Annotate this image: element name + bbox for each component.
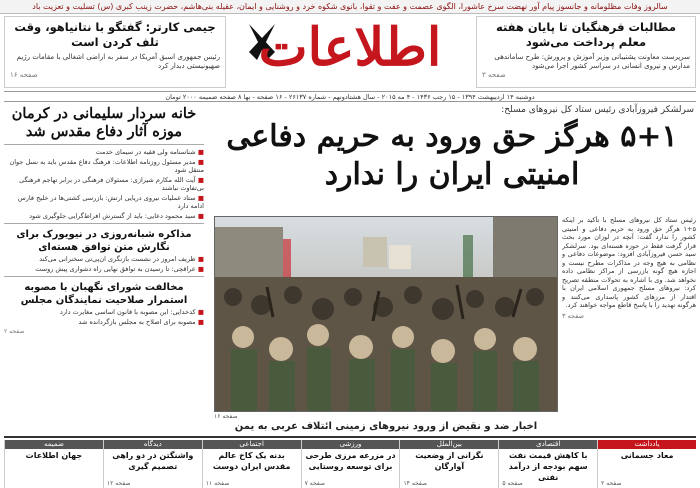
bullet-item[interactable] bbox=[4, 265, 204, 274]
teaser-page-ref: صفحه ۳ bbox=[482, 71, 506, 79]
tile-headline: جهان اطلاعات bbox=[25, 451, 83, 460]
issue-date-bar: دوشنبه ۱۴ اردیبهشت ۱۳۹۴ - ۱۵ رجب ۱۴۳۶ - ۴ مه ۲۰۱۵ - سال هشتادونهم - شماره ۲۶۱۳۷ - ۱۶ صفحه - بها ۸ صفحه ضمیمه ۲۰۰۰ تومان bbox=[4, 91, 696, 102]
bullet-list bbox=[4, 255, 204, 273]
bottom-teasers bbox=[4, 436, 696, 486]
bullet-item[interactable] bbox=[4, 318, 204, 327]
top-announcement-strip: سالروز وفات مظلومانه و جانسوز پیام آور نهضت سرخ عاشورا، الگوی عصمت و عفت و تقوا، بانوی شکوه خرد و روشنایی و ایمان، عقیله بنی‌هاشم، حضرت زینب کبری (س) تسلیت و تعزیت باد bbox=[0, 0, 700, 14]
bullet-item[interactable] bbox=[4, 308, 204, 317]
divider bbox=[4, 223, 204, 224]
bullet-list bbox=[4, 308, 204, 326]
bullet-text: آیت الله مکارم شیرازی: مسئولان فرهنگی در برابر تهاجم فرهنگی بی‌تفاوت نباشند bbox=[19, 175, 204, 192]
main-headline[interactable] bbox=[210, 118, 694, 194]
bullet-square-icon: ■ bbox=[195, 255, 204, 263]
main-story-body bbox=[562, 216, 696, 432]
top-right-teaser[interactable] bbox=[476, 16, 696, 88]
tile-headline: واشنگتن در دو راهی تصمیم گیری bbox=[112, 451, 194, 471]
main-photo[interactable] bbox=[214, 216, 558, 412]
tile-page-ref: صفحه ۱۲ bbox=[106, 480, 131, 487]
bottom-teaser-tile[interactable] bbox=[399, 440, 498, 488]
bottom-teaser-tile[interactable] bbox=[103, 440, 202, 488]
bottom-teaser-tile[interactable] bbox=[301, 440, 400, 488]
guardian-council-headline[interactable]: مخالفت شورای نگهبان با مصوبه استمرار صلاحیت نمایندگان مجلس bbox=[20, 282, 188, 306]
teaser-body: رئیس جمهوری اسبق آمریکا در سفر به اراضی اشغالی با مقامات رژیم صهیونیستی دیدار کرد bbox=[16, 53, 220, 70]
bullet-text: شناسنامه ولی فقیه در سیمای خدمت bbox=[95, 148, 196, 156]
bullet-list bbox=[4, 148, 204, 220]
teaser-headline: مطالبات فرهنگیان تا پایان هفته معلم پرداخت می‌شود bbox=[495, 20, 677, 49]
tile-section-label: بین‌الملل bbox=[400, 440, 498, 449]
bullet-item[interactable] bbox=[4, 158, 204, 175]
bullet-square-icon: ■ bbox=[195, 175, 204, 184]
tile-section-label: ورزشی bbox=[302, 440, 400, 449]
main-headline-line-2: امنیتی ایران را ندارد bbox=[324, 157, 580, 192]
story-page-ref: صفحه ۳ bbox=[562, 311, 585, 320]
bottom-teaser-tile[interactable] bbox=[4, 440, 103, 488]
tile-headline: نگرانی از وضعیت آوارگان bbox=[415, 451, 484, 471]
tile-headline: بدنه یک کاخ عالم مقدس ایران دوست bbox=[212, 451, 291, 471]
bullet-square-icon: ■ bbox=[195, 211, 204, 220]
tile-section-label: یادداشت bbox=[598, 440, 696, 449]
divider bbox=[4, 144, 204, 145]
tile-section-label: دیدگاه bbox=[104, 440, 202, 449]
teaser-page-ref: صفحه ۱۶ bbox=[10, 71, 38, 79]
tile-section-label: اجتماعی bbox=[203, 440, 301, 449]
main-headline-line-1: ۵+۱ هرگز حق ورود به حریم دفاعی bbox=[226, 119, 678, 154]
bullet-item[interactable] bbox=[4, 148, 204, 157]
bullet-square-icon: ■ bbox=[195, 193, 204, 202]
bullet-text: ظریف امروز در نشست بازنگری ان‌پی‌تی سخنرانی می‌کند bbox=[39, 255, 196, 263]
story-text: رئیس ستاد کل نیروهای مسلح با تأکید بر اینکه ۵+۱ هرگز حق ورود به حریم دفاعی و امنیتی کشور را ندارد گفت: آنچه در لوزان مورد بحث قرار گرفت فقط در حوزه هسته‌ای بود. سرلشکر سید حسن فیروزآبادی افزود: موضوعات دفاعی و نظامی به هیچ وجه در مذاکرات مطرح نیست و اجازه هیچ گونه بازرسی از مراکز نظامی داده نخواهد شد. وی با اشاره به تحولات منطقه تصریح کرد: نیروهای مسلح جمهوری اسلامی ایران با اقتدار از مرزهای کشور پاسداری می‌کنند و هرگونه تهدید را با پاسخ قاطع مواجه خواهند کرد. bbox=[562, 216, 696, 309]
tile-page-ref: صفحه ۵ bbox=[502, 480, 523, 487]
bottom-teaser-tile[interactable] bbox=[202, 440, 301, 488]
bottom-teaser-tile[interactable] bbox=[498, 440, 597, 488]
teaser-headline: جیمی کارتر: گفتگو با نتانیاهو، وقت تلف کردن است bbox=[14, 20, 216, 49]
tile-headline: با کاهش قیمت نفت سهم بودجه از درآمد نفتی bbox=[508, 451, 588, 482]
bullet-item[interactable] bbox=[4, 212, 204, 221]
bullet-square-icon: ■ bbox=[195, 308, 204, 316]
bullet-text: مدیر مسئول روزنامه اطلاعات: فرهنگ دفاع مقدس باید به نسل جوان منتقل شود bbox=[9, 157, 204, 174]
bullet-text: عراقچی: تا رسیدن به توافق نهایی راه دشواری پیش روست bbox=[35, 264, 196, 273]
teaser-body: سرپرست معاونت پشتیبانی وزیر آموزش و پرورش: طرح ساماندهی مدارس و نیروی انسانی در سراسر کشور اجرا می‌شود bbox=[494, 53, 690, 70]
bullet-item[interactable] bbox=[4, 194, 204, 211]
tile-section-label: ضمیمه bbox=[5, 440, 103, 449]
masthead bbox=[235, 14, 465, 92]
tile-section-label: اقتصادی bbox=[499, 440, 597, 449]
photo-page-ref: صفحه ۱۶ bbox=[214, 413, 238, 420]
top-left-teaser[interactable] bbox=[4, 16, 226, 88]
tile-headline: در مزرعه مرزی طرحی برای توسعه روستایی bbox=[305, 451, 396, 471]
divider bbox=[4, 276, 204, 277]
bullet-text: مصوبه برای اصلاح به مجلس بازگردانده شد bbox=[78, 317, 196, 326]
bullet-item[interactable] bbox=[4, 255, 204, 264]
photo-headline[interactable]: اخبار ضد و نقیض از ورود نیروهای زمینی ائتلاف عربی به یمن bbox=[234, 421, 538, 432]
bullet-square-icon: ■ bbox=[195, 157, 204, 166]
tile-headline: معاد جسمانی bbox=[620, 451, 674, 460]
left-news-column bbox=[4, 105, 204, 433]
tile-page-ref: صفحه ۱۴ bbox=[403, 480, 428, 487]
tile-page-ref: صفحه ۲ bbox=[601, 480, 622, 487]
bullet-text: ستاد عملیات نیروی دریایی ارتش: بازرسی کشتی‌ها در خلیج فارس ادامه دارد bbox=[17, 193, 204, 210]
column-page-ref: صفحه ۲ bbox=[4, 328, 25, 335]
kerman-headline[interactable]: خانه سردار سلیمانی در کرمان موزه آثار دفاع مقدس شد bbox=[11, 105, 197, 140]
bullet-square-icon: ■ bbox=[195, 148, 204, 156]
nuclear-talks-headline[interactable]: مذاکره شبانه‌روزی در نیویورک برای نگارش متن توافق هسته‌ای bbox=[16, 229, 192, 253]
bullet-text: کدخدایی: این مصوبه با قانون اساسی مغایرت دارد bbox=[59, 308, 196, 316]
bullet-text: سید محمود دعایی: باید از گسترش افراط‌گرایی جلوگیری شود bbox=[29, 211, 196, 220]
bullet-item[interactable] bbox=[4, 176, 204, 193]
bottom-teaser-tile[interactable] bbox=[597, 440, 696, 488]
bullet-square-icon: ■ bbox=[195, 264, 204, 273]
tile-page-ref: صفحه ۱۱ bbox=[205, 480, 230, 487]
crowd-photo-image bbox=[214, 217, 557, 412]
newspaper-title-logo[interactable]: اطلاعات bbox=[258, 17, 442, 78]
main-kicker: سرلشکر فیروزآبادی رئیس ستاد کل نیروهای مسلح: bbox=[501, 105, 694, 115]
tile-page-ref: صفحه ۷ bbox=[304, 480, 325, 487]
bullet-square-icon: ■ bbox=[195, 317, 204, 326]
